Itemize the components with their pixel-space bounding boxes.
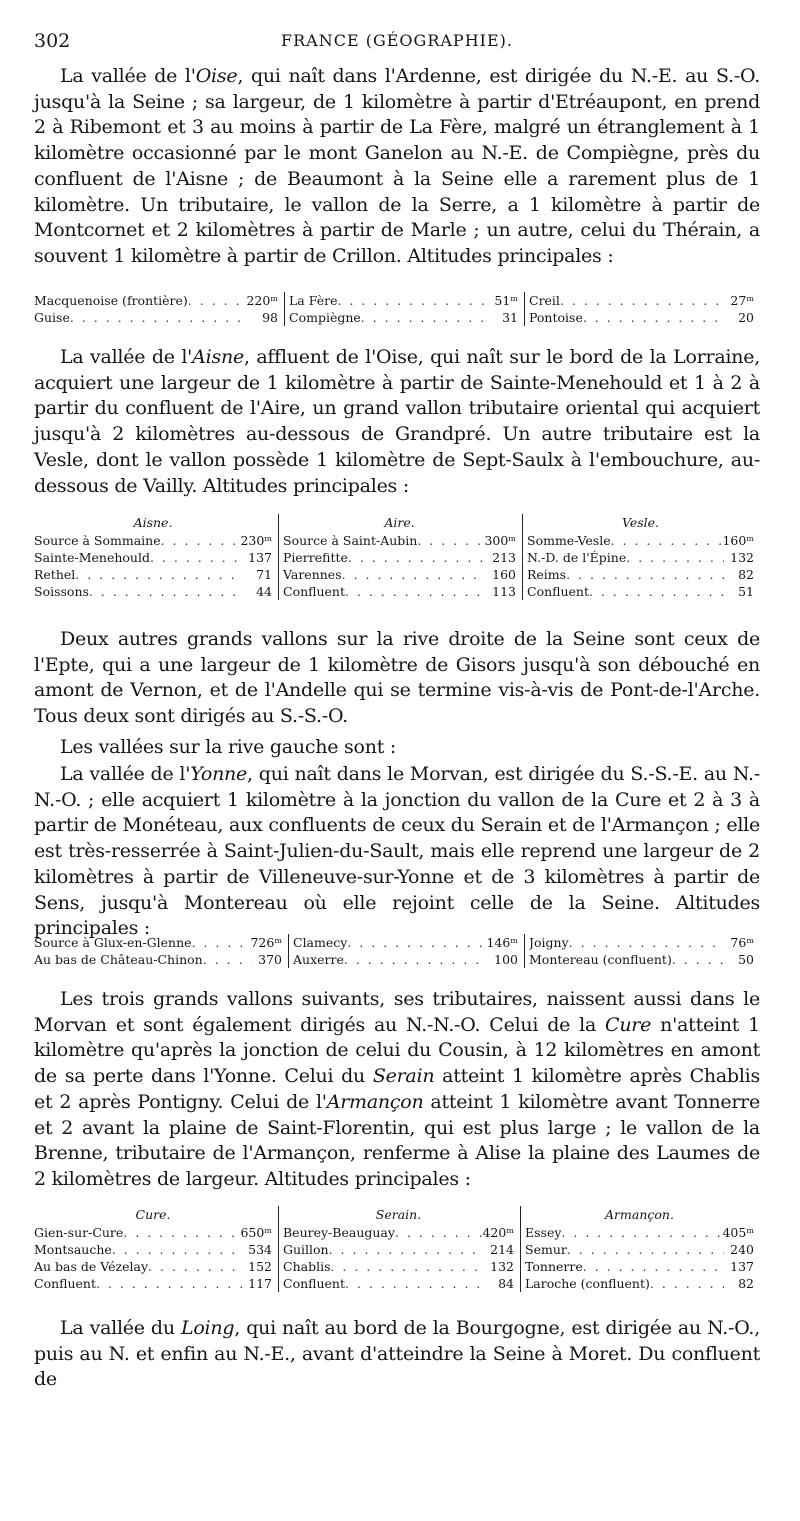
altitude-value: 300ᵐ	[484, 533, 516, 548]
yonne-lead: La vallée de l'	[60, 763, 191, 785]
altitude-value: 160	[492, 567, 516, 582]
altitude-row	[283, 566, 516, 583]
place-name: Pierrefitte	[283, 550, 348, 565]
altitude-row	[289, 292, 518, 309]
altitude-row	[34, 549, 272, 566]
altitude-value: 160ᵐ	[722, 533, 754, 548]
altitude-value: 137	[248, 550, 272, 565]
place-name: Macquenoise (frontière)	[34, 293, 188, 308]
altitude-row	[34, 309, 278, 326]
altitude-value: 370	[258, 952, 282, 967]
place-name: Montsauche	[34, 1242, 112, 1257]
aisne-altitude-table	[34, 514, 760, 600]
yonne-text: , qui naît dans le Morvan, est dirigée du S.-S.-E. au N.-N.-O. ; elle acquiert 1 kilomètre à la jonction du vallon de la Cure et 2 à 3 à partir de Monéteau, aux confluents de ceux du Serain et de l'Armançon ; elle est très-resserrée à Saint-Julien-du-Sault, mais elle reprend une largeur de 2 kilomètres à partir de Villeneuve-sur-Yonne et de 3 kilomètres à partir de Sens, jusqu'à Montereau où elle rejoint celle de la Seine. Altitudes principales :	[34, 763, 760, 940]
running-title: FRANCE (GÉOGRAPHIE).	[281, 31, 513, 50]
place-name: N.-D. de l'Épine	[527, 550, 627, 565]
yonne-river-name: Yonne	[190, 763, 248, 785]
altitude-row	[525, 1275, 754, 1292]
place-name: Confluent	[34, 1276, 96, 1291]
aisne-text: , affluent de l'Oise, qui naît sur le bord de la Lorraine, acquiert une largeur de 1 kilomètre à partir de Sainte-Menehould et 1 à 2 à partir du confluent de l'Aire, un grand vallon tributaire oriental qui acquiert jusqu'à 2 kilomètres au-dessous de Grandpré. Un autre tributaire est la Vesle, dont le vallon possède 1 kilomètre de Sept-Saulx à l'embouchure, au-dessous de Vailly. Altitudes principales :	[34, 346, 760, 497]
morvan-text-3: atteint 1 kilomètre après Chablis et 2 après Pontigny. Celui de l'	[34, 1065, 760, 1113]
altitude-column	[278, 1206, 520, 1292]
altitude-row	[283, 583, 516, 600]
column-heading: Aire.	[384, 515, 415, 530]
altitude-value: 84	[498, 1276, 514, 1291]
place-name: Guillon	[283, 1242, 329, 1257]
altitude-value: 214	[490, 1242, 514, 1257]
yonne-altitude-table	[34, 934, 760, 968]
oise-river-name: Oise	[195, 65, 238, 87]
place-name: Tonnerre	[525, 1259, 583, 1274]
altitude-row	[293, 934, 518, 951]
place-name: Creil	[529, 293, 560, 308]
morvan-text-2: n'atteint 1 kilomètre qu'après la jonction de celui du Cousin, à 12 kilomètres en amont de sa perte dans l'Yonne. Celui du	[34, 1013, 760, 1088]
altitude-row	[283, 1224, 514, 1241]
place-name: Sainte-Menehould	[34, 550, 150, 565]
altitude-row	[525, 1224, 754, 1241]
armancon-river-name: Armançon	[326, 1090, 424, 1113]
altitude-row	[283, 532, 516, 549]
place-name: Joigny	[529, 935, 569, 950]
altitude-row	[34, 532, 272, 549]
altitude-value: 420ᵐ	[482, 1225, 514, 1240]
altitude-row	[34, 566, 272, 583]
altitude-row	[34, 1275, 272, 1292]
place-name: Somme-Vesle	[527, 533, 611, 548]
altitude-row	[283, 1258, 514, 1275]
altitude-column	[522, 514, 760, 600]
altitude-value: 213	[492, 550, 516, 565]
altitude-value: 152	[248, 1259, 272, 1274]
altitude-value: 71	[256, 567, 272, 582]
place-name: Reims	[527, 567, 567, 582]
place-name: Beurey-Beauguay	[283, 1225, 395, 1240]
altitude-row	[283, 1241, 514, 1258]
aisne-paragraph	[34, 345, 760, 499]
altitude-value: 534	[248, 1242, 272, 1257]
altitude-column	[278, 514, 522, 600]
column-heading: Aisne.	[133, 515, 173, 530]
place-name: Confluent	[283, 1276, 345, 1291]
altitude-row	[527, 549, 754, 566]
altitude-value: 50	[738, 952, 754, 967]
epte-paragraph: Deux autres grands vallons sur la rive droite de la Seine sont ceux de l'Epte, qui a une largeur de 1 kilomètre de Gisors jusqu'à son débouché en amont de Vernon, et de l'Andelle qui se termine vis-à-vis de Pont-de-l'Arche. Tous deux sont dirigés au S.-S.-O.	[34, 628, 760, 728]
altitude-value: 27ᵐ	[730, 293, 754, 308]
altitude-value: 51	[738, 584, 754, 599]
page-number: 302	[34, 30, 71, 52]
oise-lead: La vallée de l'	[60, 65, 196, 87]
altitude-value: 137	[730, 1259, 754, 1274]
altitude-column	[524, 934, 760, 968]
altitude-value: 31	[502, 310, 518, 325]
place-name: Essey	[525, 1225, 562, 1240]
place-name: Pontoise	[529, 310, 583, 325]
altitude-row	[525, 1241, 754, 1258]
morvan-text-4: atteint 1 kilomètre avant Tonnerre et 2 avant la plaine de Saint-Florentin, qui est plus large ; le vallon de la Brenne, tributaire de l'Armançon, renferme à Alise la plaine des Laumes de 2 kilomètres de largeur. Altitudes principales :	[34, 1090, 760, 1190]
place-name: Semur	[525, 1242, 567, 1257]
altitude-row	[34, 951, 282, 968]
place-name: Au bas de Vézelay	[34, 1259, 149, 1274]
altitude-row	[289, 309, 518, 326]
altitude-row	[527, 566, 754, 583]
cure-river-name: Cure	[605, 1013, 652, 1036]
place-name: Source à Saint-Aubin	[283, 533, 418, 548]
running-head	[34, 30, 760, 56]
altitude-value: 82	[738, 567, 754, 582]
place-name: Rethel	[34, 567, 76, 582]
altitude-value: 100	[494, 952, 518, 967]
column-heading: Armançon.	[605, 1207, 674, 1222]
altitude-value: 117	[248, 1276, 272, 1291]
place-name: La Fère	[289, 293, 338, 308]
altitude-row	[527, 583, 754, 600]
place-name: Chablis	[283, 1259, 331, 1274]
place-name: Soissons	[34, 584, 89, 599]
column-heading: Vesle.	[621, 515, 660, 530]
altitude-row	[34, 934, 282, 951]
morvan-tributaries-paragraph	[34, 987, 760, 1193]
altitude-row	[529, 309, 754, 326]
aisne-lead: La vallée de l'	[60, 346, 193, 368]
place-name: Clamecy	[293, 935, 348, 950]
altitude-row	[283, 549, 516, 566]
altitude-value: 240	[730, 1242, 754, 1257]
altitude-value: 132	[490, 1259, 514, 1274]
altitude-row	[34, 1224, 272, 1241]
altitude-row	[529, 934, 754, 951]
oise-altitude-table	[34, 292, 760, 326]
altitude-value: 230ᵐ	[240, 533, 272, 548]
altitude-row	[529, 292, 754, 309]
place-name: Au bas de Château-Chinon	[34, 952, 203, 967]
altitude-value: 146ᵐ	[486, 935, 518, 950]
place-name: Auxerre	[293, 952, 344, 967]
morvan-text-1: Les trois grands vallons suivants, ses tributaires, naissent aussi dans le Morvan et sont également dirigés au N.-N.-O. Celui de la	[34, 988, 760, 1036]
altitude-row	[527, 532, 754, 549]
place-name: Confluent	[527, 584, 589, 599]
place-name: Montereau (confluent)	[529, 952, 672, 967]
altitude-column	[34, 934, 288, 968]
loing-river-name: Loing	[180, 1317, 235, 1339]
loing-paragraph	[34, 1316, 760, 1393]
place-name: Compiègne	[289, 310, 361, 325]
place-name: Varennes	[283, 567, 342, 582]
altitude-row	[529, 951, 754, 968]
oise-text: , qui naît dans l'Ardenne, est dirigée du N.-E. au S.-O. jusqu'à la Seine ; sa largeur, de 1 kilomètre à partir d'Etréaupont, en prend 2 à Ribemont et 3 au moins à partir de La Fère, malgré un étranglement à 1 kilomètre occasionné par le mont Ganelon au N.-E. de Compiègne, près du confluent de l'Aisne ; de Beaumont à la Seine elle a rarement plus de 1 kilomètre. Un tributaire, le vallon de la Serre, a 1 kilomètre à partir de Montcornet et 2 kilomètres à partir de Marle ; un autre, celui du Thérain, a souvent 1 kilomètre à partir de Crillon. Altitudes principales :	[34, 65, 760, 267]
altitude-value: 405ᵐ	[722, 1225, 754, 1240]
altitude-column	[34, 514, 278, 600]
loing-lead: La vallée du	[60, 1317, 181, 1339]
altitude-value: 98	[262, 310, 278, 325]
column-heading: Serain.	[375, 1207, 422, 1222]
altitude-row	[525, 1258, 754, 1275]
place-name: Confluent	[283, 584, 345, 599]
altitude-column	[524, 292, 760, 326]
altitude-row	[34, 292, 278, 309]
left-bank-paragraph: Les vallées sur la rive gauche sont :	[60, 736, 397, 758]
cure-altitude-table	[34, 1206, 760, 1292]
altitude-row	[283, 1275, 514, 1292]
altitude-column	[520, 1206, 760, 1292]
altitude-column	[288, 934, 524, 968]
aisne-river-name: Aisne	[192, 346, 244, 368]
altitude-value: 726ᵐ	[250, 935, 282, 950]
altitude-row	[34, 1241, 272, 1258]
altitude-column	[34, 292, 284, 326]
altitude-column	[284, 292, 524, 326]
column-heading: Cure.	[135, 1207, 171, 1222]
altitude-value: 76ᵐ	[730, 935, 754, 950]
altitude-value: 51ᵐ	[494, 293, 518, 308]
altitude-value: 650ᵐ	[240, 1225, 272, 1240]
loing-text: , qui naît au bord de la Bourgogne, est dirigée au N.-O., puis au N. et enfin au N.-E., avant d'atteindre la Seine à Moret. Du confluent de	[34, 1317, 760, 1391]
altitude-row	[34, 1258, 272, 1275]
altitude-value: 113	[492, 584, 516, 599]
altitude-row	[293, 951, 518, 968]
place-name: Guise	[34, 310, 70, 325]
place-name: Laroche (confluent)	[525, 1276, 650, 1291]
serain-river-name: Serain	[372, 1065, 435, 1088]
altitude-value: 132	[730, 550, 754, 565]
altitude-row	[34, 583, 272, 600]
altitude-column	[34, 1206, 278, 1292]
oise-paragraph	[34, 64, 760, 270]
place-name: Source à Glux-en-Glenne	[34, 935, 192, 950]
altitude-value: 20	[738, 310, 754, 325]
yonne-paragraph	[34, 762, 760, 942]
altitude-value: 82	[738, 1276, 754, 1291]
place-name: Gien-sur-Cure	[34, 1225, 124, 1240]
altitude-value: 220ᵐ	[246, 293, 278, 308]
place-name: Source à Sommaine	[34, 533, 161, 548]
altitude-value: 44	[256, 584, 272, 599]
